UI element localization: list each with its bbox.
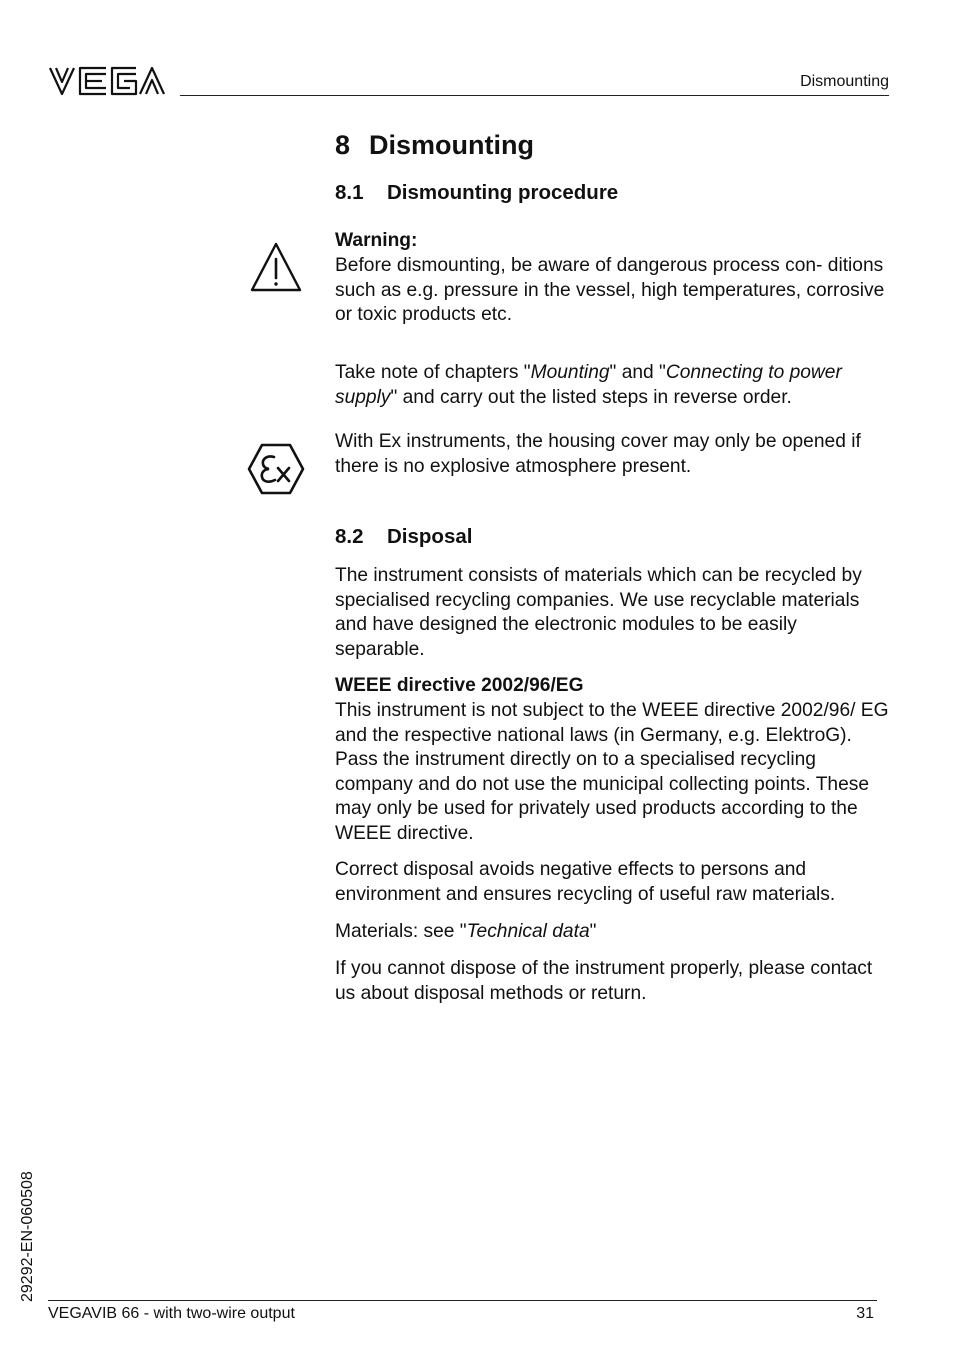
warning-label: Warning: bbox=[335, 230, 418, 251]
page-number: 31 bbox=[856, 1305, 874, 1322]
materials-suffix: " bbox=[589, 921, 597, 942]
disposal-paragraph-1: The instrument consists of materials which can be recycled by specialised recycling companies. We use recyclable materials and have designed the electronic modules to be easily separable. bbox=[335, 565, 862, 660]
footer-rule bbox=[48, 1300, 877, 1301]
header-rule bbox=[180, 95, 889, 96]
ex-text: With Ex instruments, the housing cover may only be opened if there is no explosive atmosphere present. bbox=[335, 431, 861, 477]
weee-text: This instrument is not subject to the WEEE directive 2002/96/ EG and the respective national laws (in Germany, e.g. ElektroG). Pass the instrument directly on to a specialised recycling company and do not use the municipal collecting points. These may only be used for privately used products according to the WEEE directive. bbox=[335, 700, 889, 844]
vega-logo bbox=[48, 64, 168, 98]
note-paragraph bbox=[335, 361, 891, 410]
ex-hexagon-icon bbox=[247, 443, 305, 495]
warning-triangle-icon bbox=[249, 240, 303, 294]
note-ref-connecting: Connecting to power supply bbox=[335, 362, 842, 408]
header-section-title: Dismounting bbox=[800, 73, 889, 90]
footer-product: VEGAVIB 66 - with two-wire output bbox=[48, 1305, 295, 1322]
section-heading-8-1 bbox=[335, 180, 618, 206]
chapter-title: Dismounting bbox=[369, 130, 534, 160]
chapter-heading bbox=[335, 128, 534, 162]
section-number: 8.1 bbox=[335, 181, 364, 204]
section-number: 8.2 bbox=[335, 525, 364, 548]
section-title: Disposal bbox=[387, 525, 473, 548]
note-ref-mounting: Mounting bbox=[530, 362, 610, 383]
chapter-number: 8 bbox=[335, 130, 351, 160]
disposal-paragraph-3: If you cannot dispose of the instrument properly, please contact us about disposal methods or return. bbox=[335, 958, 873, 1004]
materials-paragraph bbox=[335, 920, 891, 945]
materials-ref: Technical data bbox=[466, 921, 590, 942]
note-suffix: " and carry out the listed steps in reverse order. bbox=[390, 386, 792, 408]
note-mid: " and " bbox=[609, 362, 666, 383]
section-title: Dismounting procedure bbox=[387, 181, 619, 204]
weee-title: WEEE directive 2002/96/EG bbox=[335, 675, 584, 696]
section-heading-8-2 bbox=[335, 524, 472, 550]
note-prefix: Take note of chapters " bbox=[335, 362, 531, 383]
materials-prefix: Materials: see " bbox=[335, 921, 467, 942]
warning-text: Before dismounting, be aware of dangerous process con- ditions such as e.g. pressure in the vessel, high temperatures, corrosive or toxic products etc. bbox=[335, 255, 885, 325]
document-code: 29292-EN-060508 bbox=[19, 1171, 36, 1302]
disposal-paragraph-2: Correct disposal avoids negative effects to persons and environment and ensures recycling of useful raw materials. bbox=[335, 859, 836, 905]
